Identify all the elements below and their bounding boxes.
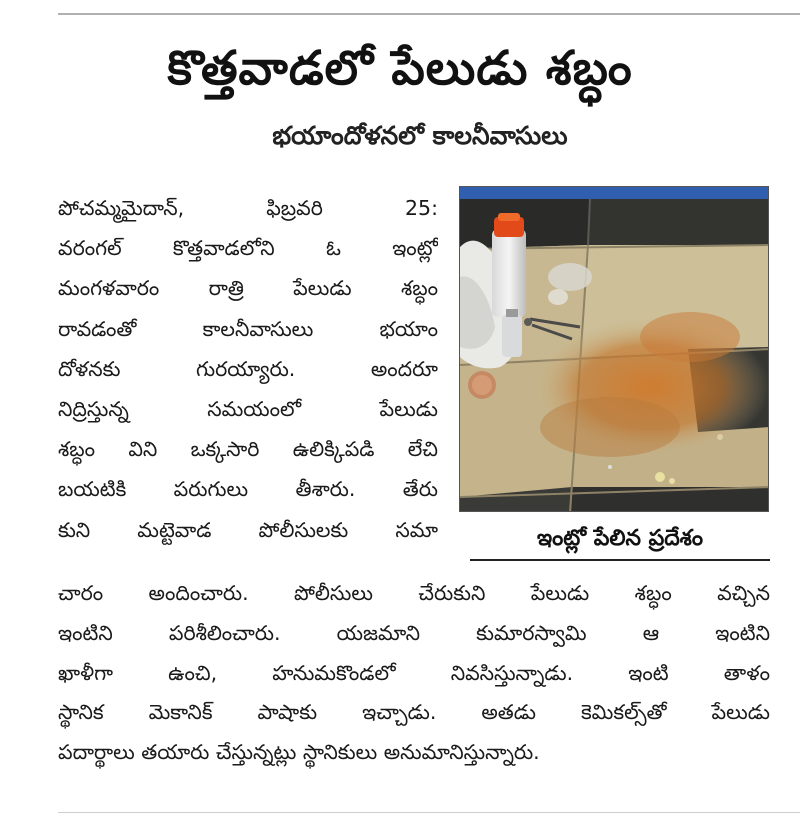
text-line: దోళనకు గురయ్యారు. అందరూ bbox=[58, 356, 438, 381]
text-line: స్థానిక మెకానిక్ పాషాకు ఇచ్చాడు. అతడు కెమికల్స్‌తో పేలుడు bbox=[58, 700, 770, 725]
top-rule bbox=[58, 13, 800, 15]
floor-scene-illustration bbox=[460, 187, 769, 512]
article-full-width-text bbox=[58, 574, 770, 773]
bottom-rule bbox=[58, 812, 800, 813]
text-line: ఖాళీగా ఉంచి, హనుమకొండలో నివసిస్తున్నాడు. ఇంటి తాళం bbox=[58, 660, 770, 685]
text-line: ఇంటిని పరిశీలించారు. యజమాని కుమారస్వామి ఆ ఇంటిని bbox=[58, 620, 770, 645]
news-photo bbox=[459, 186, 769, 512]
text-line: చారం అందించారు. పోలీసులు చేరుకుని పేలుడు శబ్ధం వచ్చిన bbox=[58, 581, 770, 605]
subheadline: భయాందోళనలో కాలనీవాసులు bbox=[272, 121, 568, 150]
text-line: పోచమ్మమైదాన్, ఫిబ్రవరి 25: bbox=[58, 196, 438, 220]
text-line: రావడంతో కాలనీవాసులు భయాం bbox=[58, 316, 438, 341]
text-line: నిద్రిస్తున్న సమయంలో పేలుడు bbox=[58, 396, 438, 421]
text-line: కుని మట్టెవాడ పోలీసులకు సమా bbox=[58, 517, 438, 542]
text-line: మంగళవారం రాత్రి పేలుడు శబ్ధం bbox=[58, 276, 438, 301]
text-line: బయటికి పరుగులు తీశారు. తేరు bbox=[58, 477, 438, 502]
text-line: పదార్థాలు తయారు చేస్తున్నట్లు స్థానికులు అనుమానిస్తున్నారు. bbox=[58, 740, 540, 765]
text-line: వరంగల్ కొత్తవాడలోని ఓ ఇంట్లో bbox=[58, 236, 438, 261]
text-line: శబ్ధం విని ఒక్కసారి ఉలిక్కిపడి లేచి bbox=[58, 437, 438, 462]
headline: కొత్తవాడలో పేలుడు శబ్ధం bbox=[167, 41, 633, 96]
article-column-text bbox=[58, 188, 438, 550]
photo-caption: ఇంట్లో పేలిన ప్రదేశం bbox=[470, 521, 770, 561]
